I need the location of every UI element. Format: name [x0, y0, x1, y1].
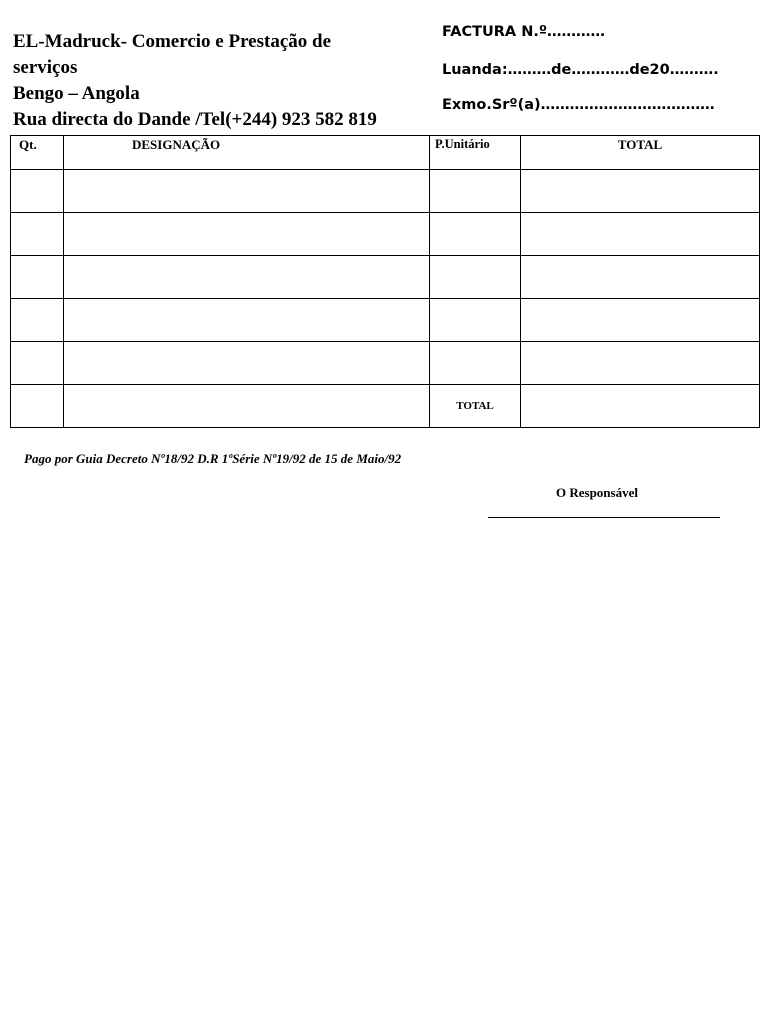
cell-designation[interactable]	[64, 299, 430, 342]
cell-designation[interactable]	[64, 342, 430, 385]
cell-designation[interactable]	[64, 213, 430, 256]
cell-total[interactable]	[521, 213, 760, 256]
cell-grand-total[interactable]	[521, 385, 760, 428]
table-row	[11, 256, 760, 299]
company-name-line1: EL-Madruck- Comercio e Prestação de	[13, 31, 331, 52]
cell-total[interactable]	[521, 256, 760, 299]
cell-unit-price[interactable]	[430, 299, 521, 342]
table-row	[11, 342, 760, 385]
decree-note: Pago por Guia Decreto Nº18/92 D.R 1ºSérie Nº19/92 de 15 de Maio/92	[24, 451, 402, 466]
cell-designation[interactable]	[64, 385, 430, 428]
items-table	[10, 135, 760, 428]
cell-designation[interactable]	[64, 256, 430, 299]
total-label: TOTAL	[430, 385, 521, 428]
invoice-number: FACTURA N.º…………	[442, 24, 606, 40]
table-row	[11, 299, 760, 342]
header-designation: DESIGNAÇÃO	[64, 136, 430, 170]
responsible-label: O Responsável	[556, 485, 638, 500]
cell-designation[interactable]	[64, 170, 430, 213]
cell-qty[interactable]	[11, 213, 64, 256]
cell-total[interactable]	[521, 170, 760, 213]
company-location: Bengo – Angola	[13, 83, 140, 104]
table-row	[11, 170, 760, 213]
invoice-date-line: Luanda:………de…………de20……….	[442, 62, 719, 78]
company-header	[13, 29, 428, 133]
cell-unit-price[interactable]	[430, 342, 521, 385]
cell-qty[interactable]	[11, 299, 64, 342]
table-header-row	[11, 136, 760, 170]
header-qty: Qt.	[11, 136, 64, 170]
cell-unit-price[interactable]	[430, 213, 521, 256]
cell-total[interactable]	[521, 342, 760, 385]
cell-qty[interactable]	[11, 256, 64, 299]
cell-qty[interactable]	[11, 342, 64, 385]
header-unit-price: P.Unitário	[430, 136, 521, 170]
company-name-line2: serviços	[13, 57, 78, 78]
table-row	[11, 213, 760, 256]
cell-unit-price[interactable]	[430, 256, 521, 299]
cell-total[interactable]	[521, 299, 760, 342]
table-total-row	[11, 385, 760, 428]
header-total: TOTAL	[521, 136, 760, 170]
cell-unit-price[interactable]	[430, 170, 521, 213]
company-address: Rua directa do Dande /Tel(+244) 923 582 819	[13, 109, 377, 130]
invoice-recipient-line: Exmo.Srº(a)………………………………	[442, 97, 715, 113]
cell-qty[interactable]	[11, 170, 64, 213]
cell-qty[interactable]	[11, 385, 64, 428]
signature-line	[488, 517, 720, 518]
